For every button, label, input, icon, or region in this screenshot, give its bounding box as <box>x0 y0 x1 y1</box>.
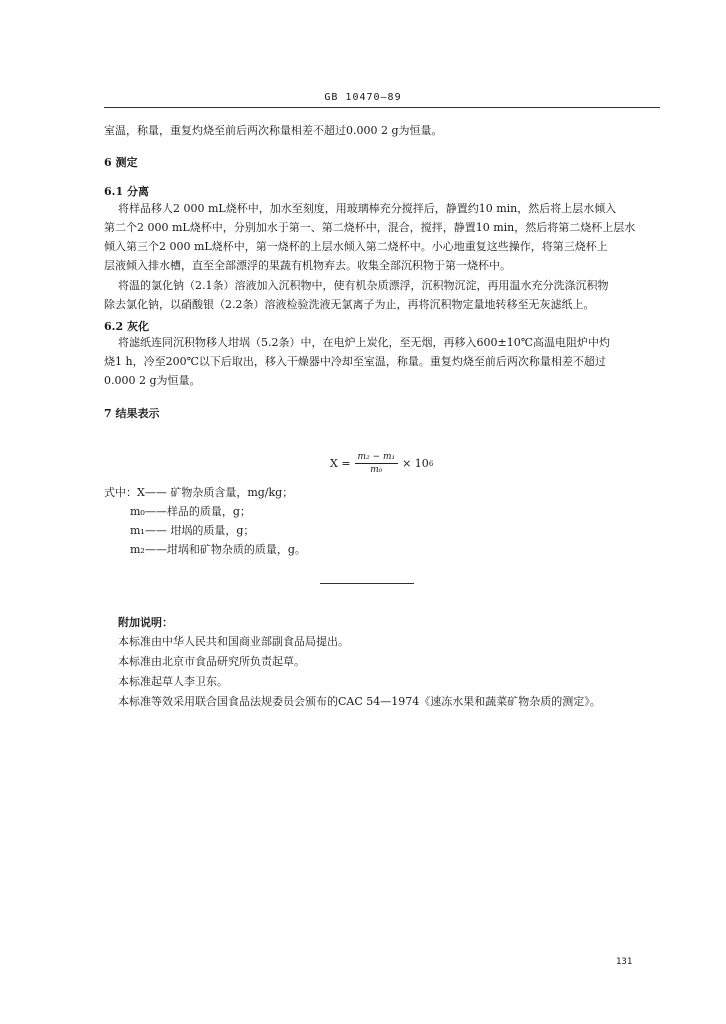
sec62-line: 烧1 h，冷至200℃以下后取出，移入干燥器中冷却至室温，称量。重复灼烧至前后两次称量相差不超过 <box>104 355 606 368</box>
header-rule <box>104 107 660 108</box>
definition-line: 式中：X—— 矿物杂质含量，mg/kg； <box>104 486 294 499</box>
intro-line: 室温，称量，重复灼烧至前后两次称量相差不超过0.000 2 g为恒量。 <box>104 124 443 137</box>
formula-lhs: X = <box>330 457 351 470</box>
formula-fraction <box>355 452 399 475</box>
sec61-p1-line: 第二个2 000 mL烧杯中，分别加水于第一、第二烧杯中，混合，搅拌，静置10 min，然后将第二烧杯上层水 <box>104 221 636 234</box>
page-number: 131 <box>616 957 633 967</box>
end-rule <box>320 583 414 584</box>
sec61-p1-line: 将样品移人2 000 mL烧杯中，加水至刻度，用玻璃棒充分搅拌后，静置约10 min，然后将上层水倾入 <box>118 202 617 215</box>
additional-note: 本标准由中华人民共和国商业部副食品局提出。 <box>118 635 349 648</box>
sec61-p1-line: 层液倾入排水槽，直至全部漂浮的果蔬有机物弃去。收集全部沉积物于第一烧杯中。 <box>104 259 511 272</box>
section-7-title: 7 结果表示 <box>104 407 160 420</box>
formula-denominator: m₀ <box>370 465 383 475</box>
section-6-1-title: 6.1 分离 <box>104 185 149 198</box>
formula-numerator: m₂ − m₁ <box>355 452 399 464</box>
section-6-title: 6 测定 <box>104 156 138 169</box>
sec62-line: 0.000 2 g为恒量。 <box>104 374 201 387</box>
definition-line: m₁—— 坩埚的质量，g； <box>130 524 255 537</box>
result-formula <box>330 452 433 475</box>
additional-note: 本标准等效采用联合国食品法规委员会颁布的CAC 54—1974《速冻水果和蔬菜矿物杂质的测定》。 <box>118 695 601 708</box>
sec61-p2-line: 除去氯化钠，以硝酸银（2.2条）溶液检验洗液无氯离子为止，再将沉积物定量地转移至无灰滤纸上。 <box>104 298 595 311</box>
additional-note: 本标准由北京市食品研究所负责起草。 <box>118 655 305 668</box>
additional-note: 本标准起草人李卫东。 <box>118 675 228 688</box>
definition-line: m₂——坩埚和矿物杂质的质量，g。 <box>130 543 306 556</box>
formula-exponent: 6 <box>428 459 434 468</box>
formula-multiplier: × 10 <box>402 457 429 470</box>
additional-notes-title: 附加说明： <box>118 616 173 629</box>
definition-line: m₀——样品的质量，g； <box>130 505 251 518</box>
sec61-p2-line: 将温的氯化钠（2.1条）溶液加入沉积物中，使有机杂质漂浮，沉积物沉淀，再用温水充分洗涤沉积物 <box>118 279 609 292</box>
standard-code-header: GB 10470—89 <box>324 92 402 103</box>
section-6-2-title: 6.2 灰化 <box>104 320 149 333</box>
sec61-p1-line: 倾入第三个2 000 mL烧杯中，第一烧杯的上层水倾入第二烧杯中。小心地重复这些操作，将第三烧杯上 <box>104 240 608 253</box>
sec62-line: 将滤纸连同沉积物移人坩埚（5.2条）中，在电炉上炭化，至无烟，再移入600±10℃高温电阻炉中灼 <box>118 336 611 349</box>
